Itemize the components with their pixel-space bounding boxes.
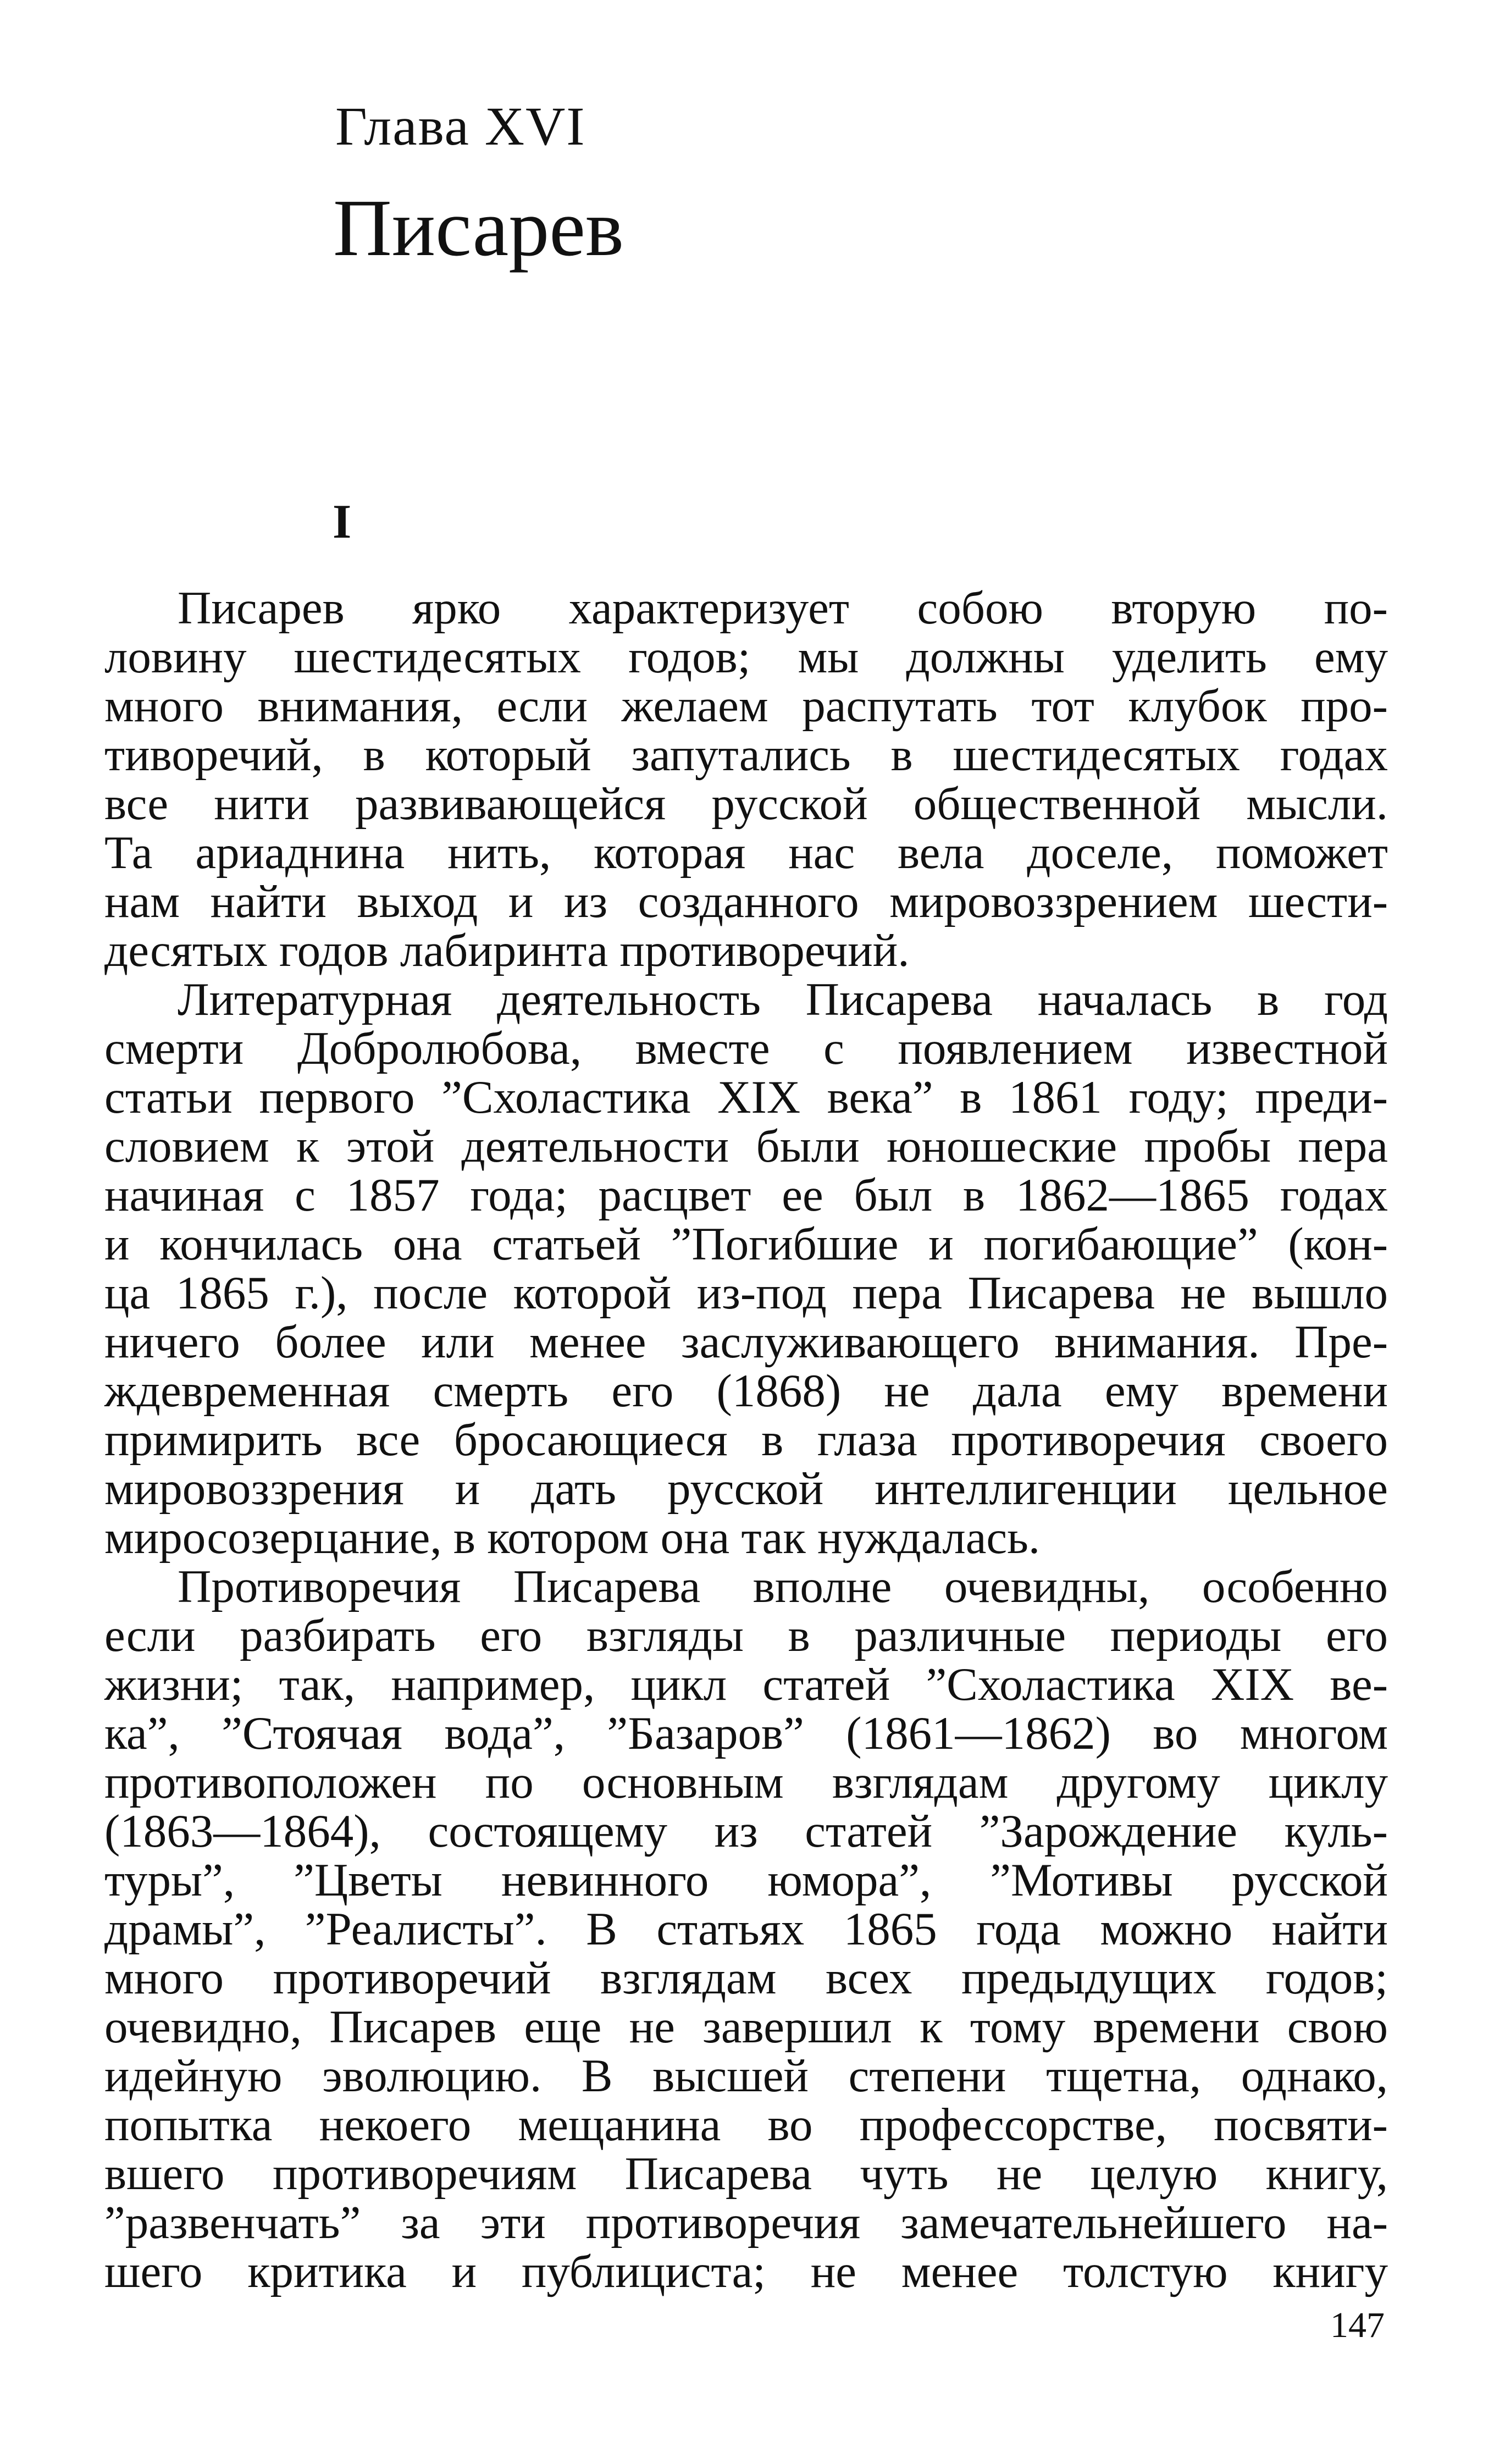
text-line: очевидно, Писарев еще не завершил к тому времени свою [104,2001,1388,2053]
text-line: начиная с 1857 года; расцвет ее был в 1862—1865 годах [104,1169,1388,1221]
text-line: статьи первого ”Схоластика XIX века” в 1861 году; преди- [104,1071,1388,1123]
chapter-title: Писарев [333,183,624,273]
text-line: мировоззрения и дать русской интеллигенции цельное [104,1463,1388,1515]
text-line: все нити развивающейся русской общественной мысли. [104,778,1388,830]
text-line: вшего противоречиям Писарева чуть не целую книгу, [104,2148,1388,2200]
text-line: словием к этой деятельности были юношеские пробы пера [104,1120,1388,1172]
text-line: (1863—1864), состоящему из статей ”Зарождение куль- [104,1805,1388,1857]
text-line: много противоречий взглядам всех предыдущих годов; [104,1952,1388,2004]
text-line: много внимания, если желаем распутать тот клубок про- [104,680,1388,732]
text-line: идейную эволюцию. В высшей степени тщетна, однако, [104,2050,1388,2102]
text-line: драмы”, ”Реалисты”. В статьях 1865 года можно найти [104,1903,1388,1955]
text-line: ничего более или менее заслуживающего внимания. Пре- [104,1316,1388,1368]
chapter-label: Глава XVI [335,96,586,157]
text-line: туры”, ”Цветы невинного юмора”, ”Мотивы русской [104,1854,1388,1906]
text-line: ка”, ”Стоячая вода”, ”Базаров” (1861—1862) во многом [104,1708,1388,1759]
text-line: ца 1865 г.), после которой из-под пера Писарева не вышло [104,1267,1388,1319]
text-line: ловину шестидесятых годов; мы должны уделить ему [104,631,1388,683]
text-line: десятых годов лабиринта противоречий. [104,925,910,976]
text-line: Писарев ярко характеризует собою вторую по- [178,582,1388,634]
text-line: Та ариаднина нить, которая нас вела доселе, поможет [104,827,1388,879]
text-line: Литературная деятельность Писарева началась в год [178,974,1388,1025]
section-number: I [333,495,352,549]
text-line: ждевременная смерть его (1868) не дала ему времени [104,1365,1388,1417]
text-line: тиворечий, в который запутались в шестидесятых годах [104,729,1388,781]
text-line: смерти Добролюбова, вместе с появлением известной [104,1023,1388,1074]
text-line: миросозерцание, в котором она так нуждалась. [104,1512,1041,1564]
text-line: попытка некоего мещанина во профессорстве, посвяти- [104,2099,1388,2151]
text-line: жизни; так, например, цикл статей ”Схоластика XIX ве- [104,1659,1388,1710]
text-line: шего критика и публициста; не менее толстую книгу [104,2246,1388,2297]
text-line: противоположен по основным взглядам другому циклу [104,1756,1388,1808]
page-number: 147 [1330,2305,1385,2345]
text-line: ”развенчать” за эти противоречия замечательнейшего на- [104,2197,1388,2248]
text-line: нам найти выход и из созданного мировоззрением шести- [104,876,1388,927]
text-line: если разбирать его взгляды в различные периоды его [104,1610,1388,1661]
text-line: примирить все бросающиеся в глаза противоречия своего [104,1414,1388,1466]
text-line: и кончилась она статьей ”Погибшие и погибающие” (кон- [104,1218,1388,1270]
text-line: Противоречия Писарева вполне очевидны, особенно [178,1561,1388,1612]
